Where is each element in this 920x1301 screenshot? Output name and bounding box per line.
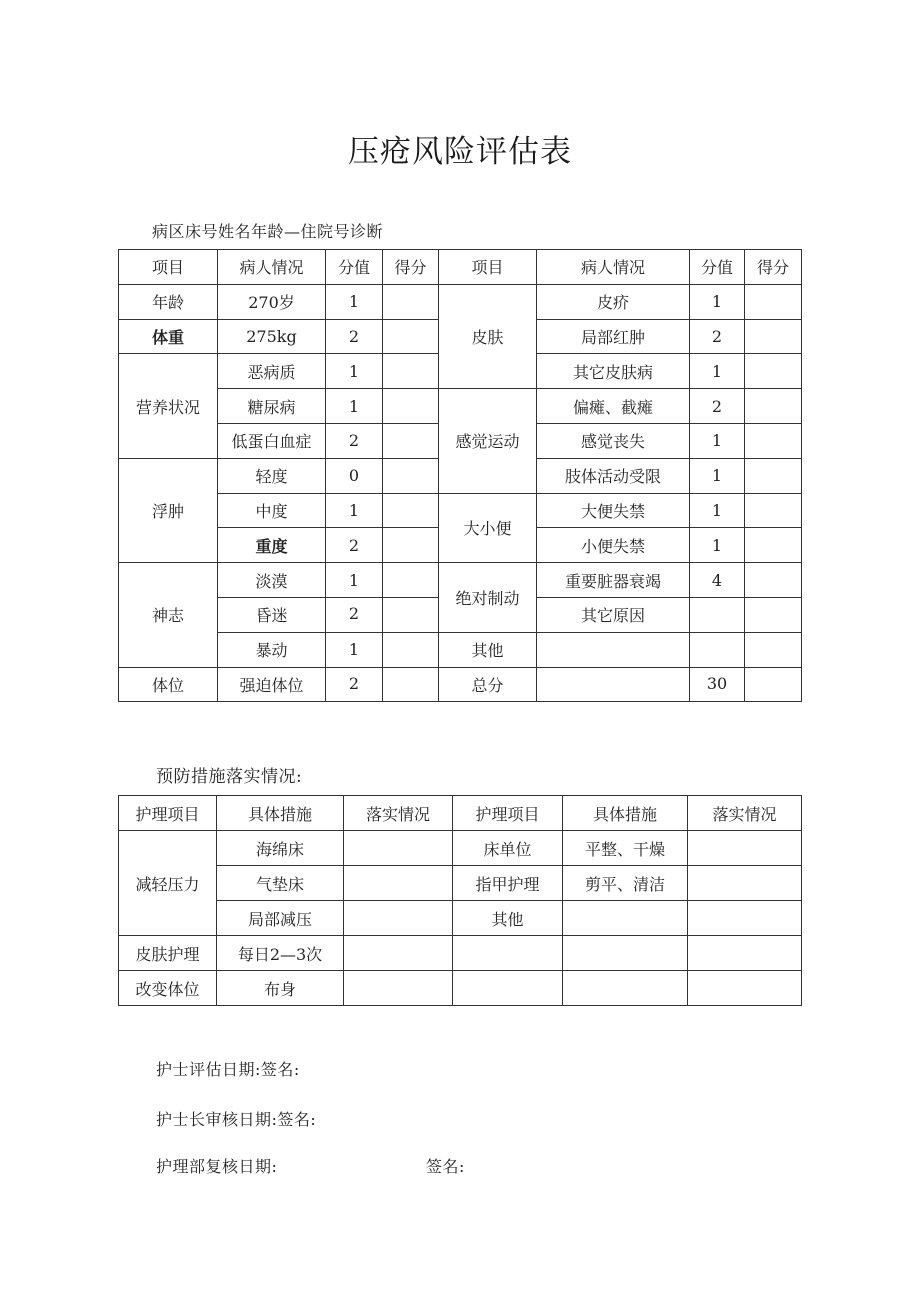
- diabetes-got-cell[interactable]: [383, 389, 439, 424]
- header-measure-right: 具体措施: [563, 796, 688, 831]
- reposition-status-cell[interactable]: [344, 971, 453, 1006]
- table-row: [119, 493, 802, 528]
- header-item-right: 项目: [439, 250, 537, 285]
- bedrest-label: 绝对制动: [439, 563, 537, 633]
- table-row: [119, 901, 802, 936]
- table-header-row: [119, 796, 802, 831]
- bedsheet-label: 床单位: [453, 831, 563, 866]
- prevention-title: 预防措施落实情况:: [156, 767, 303, 787]
- swelling-got-cell[interactable]: [745, 319, 802, 354]
- urine-got-cell[interactable]: [745, 528, 802, 563]
- other-reason-got-cell[interactable]: [745, 597, 802, 632]
- risk-assessment-table: [118, 249, 802, 702]
- position-score: 2: [326, 667, 383, 702]
- header-status: 落实情况: [344, 796, 453, 831]
- hypoalbumin-condition: 低蛋白血症: [218, 423, 326, 458]
- skin-care-status-cell[interactable]: [344, 936, 453, 971]
- empty-cell[interactable]: [453, 936, 563, 971]
- sensory-label: 感觉运动: [439, 389, 537, 493]
- cachexia-score: 1: [326, 354, 383, 389]
- table-row: [119, 866, 802, 901]
- edema-severe-got-cell[interactable]: [383, 528, 439, 563]
- pressure-relief-label: 减轻压力: [119, 831, 217, 936]
- paralysis-got-cell[interactable]: [745, 389, 802, 424]
- table-row: [119, 831, 802, 866]
- edema-mild-score: 0: [326, 458, 383, 493]
- nail-care-measure: 剪平、清洁: [563, 866, 688, 901]
- edema-moderate-score: 1: [326, 493, 383, 528]
- apathy-score: 1: [326, 563, 383, 598]
- empty-cell[interactable]: [563, 936, 688, 971]
- stool-score: 1: [690, 493, 745, 528]
- edema-moderate-got-cell[interactable]: [383, 493, 439, 528]
- swelling-condition: 局部红肿: [537, 319, 690, 354]
- local-relief-status-cell[interactable]: [344, 901, 453, 936]
- cachexia-got-cell[interactable]: [383, 354, 439, 389]
- other-item-label: 其他: [439, 632, 537, 667]
- nail-care-label: 指甲护理: [453, 866, 563, 901]
- swelling-score: 2: [690, 319, 745, 354]
- skin-care-measure: 每日2—3次: [217, 936, 344, 971]
- total-score: 30: [690, 667, 745, 702]
- prevention-table: [118, 795, 802, 1006]
- sensory-loss-got-cell[interactable]: [745, 423, 802, 458]
- edema-label: 浮肿: [119, 458, 218, 562]
- dept-review-date-line: 护理部复核日期:: [156, 1157, 278, 1176]
- page-title: 压疮风险评估表: [348, 134, 572, 170]
- weight-score: 2: [326, 319, 383, 354]
- hypoalbumin-score: 2: [326, 423, 383, 458]
- bruise-condition: 皮疥: [537, 284, 690, 319]
- stool-got-cell[interactable]: [745, 493, 802, 528]
- agitation-got-cell[interactable]: [383, 632, 439, 667]
- agitation-condition: 暴动: [218, 632, 326, 667]
- header-measure: 具体措施: [217, 796, 344, 831]
- edema-moderate-condition: 中度: [218, 493, 326, 528]
- other-care-label: 其他: [453, 901, 563, 936]
- patient-info-line: 病区床号姓名年龄—住院号诊断: [152, 222, 384, 241]
- header-got: 得分: [383, 250, 439, 285]
- other-care-status-cell[interactable]: [688, 901, 802, 936]
- header-care-item: 护理项目: [119, 796, 217, 831]
- agitation-score: 1: [326, 632, 383, 667]
- table-row: [119, 667, 802, 702]
- weight-condition: 275kg: [218, 319, 326, 354]
- other-skin-got-cell[interactable]: [745, 354, 802, 389]
- urine-condition: 小便失禁: [537, 528, 690, 563]
- head-nurse-signature-line: 护士长审核日期:签名:: [156, 1110, 317, 1129]
- paralysis-score: 2: [690, 389, 745, 424]
- other-reason-score-cell: [690, 597, 745, 632]
- organ-failure-got-cell[interactable]: [745, 563, 802, 598]
- empty-cell[interactable]: [563, 971, 688, 1006]
- header-status-right: 落实情况: [688, 796, 802, 831]
- table-header-row: [119, 250, 802, 285]
- limb-condition: 肢体活动受限: [537, 458, 690, 493]
- excretion-label: 大小便: [439, 493, 537, 563]
- limb-score: 1: [690, 458, 745, 493]
- diabetes-score: 1: [326, 389, 383, 424]
- dept-signature-label: 签名:: [426, 1157, 465, 1176]
- sensory-loss-score: 1: [690, 423, 745, 458]
- table-row: [119, 936, 802, 971]
- weight-label: 体重: [119, 319, 218, 354]
- other-item-score-cell: [690, 632, 745, 667]
- sponge-bed-status-cell[interactable]: [344, 831, 453, 866]
- coma-condition: 昏迷: [218, 597, 326, 632]
- other-item-got-cell[interactable]: [745, 632, 802, 667]
- nail-care-status-cell[interactable]: [688, 866, 802, 901]
- apathy-condition: 淡漠: [218, 563, 326, 598]
- mind-label: 神志: [119, 563, 218, 667]
- nutrition-label: 营养状况: [119, 354, 218, 458]
- total-condition-cell: [537, 667, 690, 702]
- organ-failure-score: 4: [690, 563, 745, 598]
- table-row: [119, 632, 802, 667]
- age-got-cell[interactable]: [383, 284, 439, 319]
- table-row: [119, 284, 802, 319]
- coma-score: 2: [326, 597, 383, 632]
- edema-mild-got-cell[interactable]: [383, 458, 439, 493]
- sensory-loss-condition: 感觉丧失: [537, 423, 690, 458]
- apathy-got-cell[interactable]: [383, 563, 439, 598]
- empty-cell[interactable]: [688, 971, 802, 1006]
- total-label: 总分: [439, 667, 537, 702]
- bedsheet-status-cell[interactable]: [688, 831, 802, 866]
- coma-got-cell[interactable]: [383, 597, 439, 632]
- air-bed-status-cell[interactable]: [344, 866, 453, 901]
- table-row: [119, 563, 802, 598]
- header-condition-right: 病人情况: [537, 250, 690, 285]
- header-score: 分值: [326, 250, 383, 285]
- position-label: 体位: [119, 667, 218, 702]
- organ-failure-condition: 重要脏器衰竭: [537, 563, 690, 598]
- age-label: 年龄: [119, 284, 218, 319]
- stool-condition: 大便失禁: [537, 493, 690, 528]
- header-item: 项目: [119, 250, 218, 285]
- header-score-right: 分值: [690, 250, 745, 285]
- table-row: [119, 389, 802, 424]
- header-care-item-right: 护理项目: [453, 796, 563, 831]
- paralysis-condition: 偏瘫、截瘫: [537, 389, 690, 424]
- reposition-label: 改变体位: [119, 971, 217, 1006]
- empty-cell[interactable]: [688, 936, 802, 971]
- other-skin-score: 1: [690, 354, 745, 389]
- position-got-cell[interactable]: [383, 667, 439, 702]
- limb-got-cell[interactable]: [745, 458, 802, 493]
- edema-severe-condition: 重度: [218, 528, 326, 563]
- edema-severe-score: 2: [326, 528, 383, 563]
- age-score: 1: [326, 284, 383, 319]
- header-got-right: 得分: [745, 250, 802, 285]
- skin-label: 皮肤: [439, 284, 537, 388]
- urine-score: 1: [690, 528, 745, 563]
- other-reason-condition: 其它原因: [537, 597, 690, 632]
- air-bed-measure: 气垫床: [217, 866, 344, 901]
- total-got-cell[interactable]: [745, 667, 802, 702]
- edema-mild-condition: 轻度: [218, 458, 326, 493]
- bruise-got-cell[interactable]: [745, 284, 802, 319]
- position-condition: 强迫体位: [218, 667, 326, 702]
- header-condition: 病人情况: [218, 250, 326, 285]
- table-row: [119, 971, 802, 1006]
- cachexia-condition: 恶病质: [218, 354, 326, 389]
- bruise-score: 1: [690, 284, 745, 319]
- other-skin-condition: 其它皮肤病: [537, 354, 690, 389]
- reposition-measure: 布身: [217, 971, 344, 1006]
- other-care-measure-cell[interactable]: [563, 901, 688, 936]
- skin-care-label: 皮肤护理: [119, 936, 217, 971]
- empty-cell[interactable]: [453, 971, 563, 1006]
- sponge-bed-measure: 海绵床: [217, 831, 344, 866]
- diabetes-condition: 糖尿病: [218, 389, 326, 424]
- other-item-condition-cell[interactable]: [537, 632, 690, 667]
- nurse-signature-line: 护士评估日期:签名:: [156, 1060, 300, 1079]
- hypoalbumin-got-cell[interactable]: [383, 423, 439, 458]
- local-relief-measure: 局部减压: [217, 901, 344, 936]
- weight-got-cell[interactable]: [383, 319, 439, 354]
- age-condition: 270岁: [218, 284, 326, 319]
- bedsheet-measure: 平整、干燥: [563, 831, 688, 866]
